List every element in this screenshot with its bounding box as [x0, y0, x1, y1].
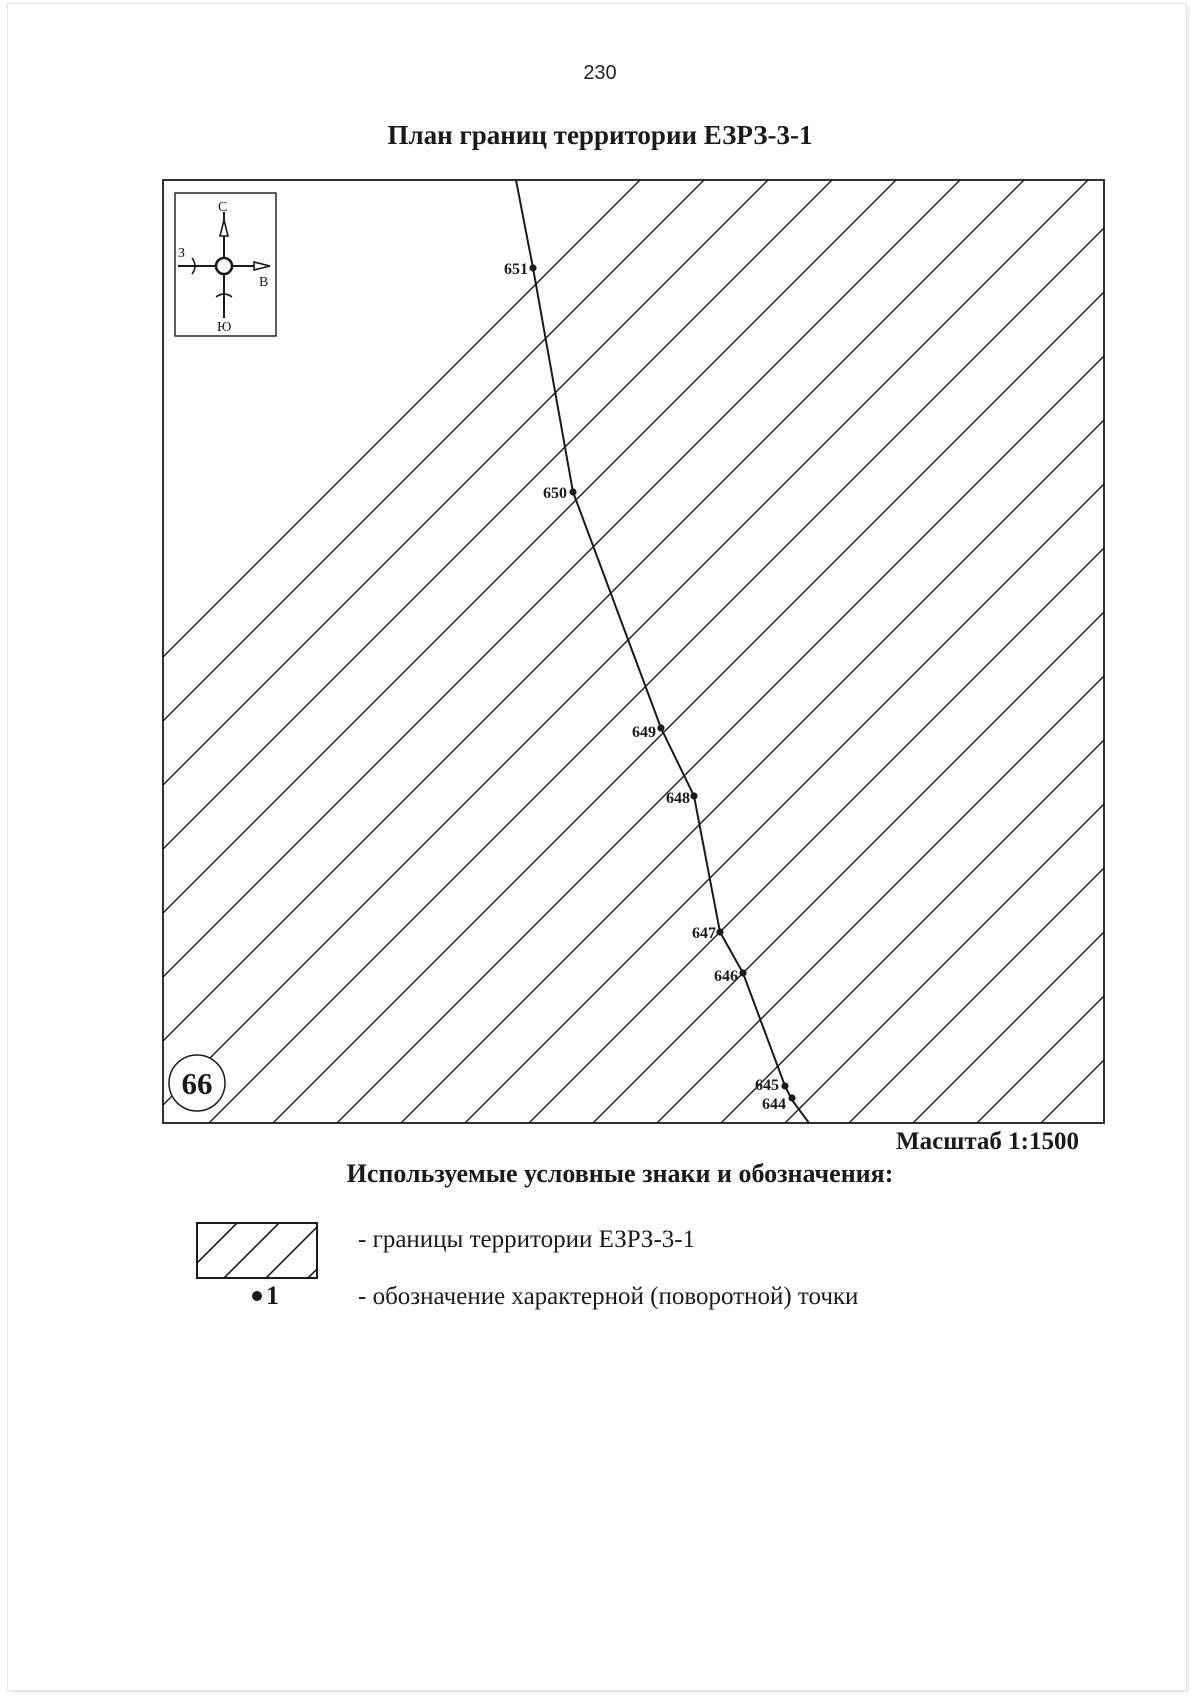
point-label: 644: [762, 1096, 786, 1113]
sheet-number-badge: [169, 1055, 225, 1111]
point-label: 646: [714, 968, 738, 985]
page-number: 230: [583, 62, 617, 84]
legend-title: Используемые условные знаки и обозначения:: [346, 1159, 894, 1188]
sheet-number-label: 66: [181, 1066, 213, 1101]
point-label: 647: [692, 925, 716, 942]
legend-item-point-label: - обозначение характерной (поворотной) точки: [358, 1283, 859, 1310]
territory-area: [516, 180, 1104, 1123]
compass-east-label: В: [259, 275, 269, 290]
boundary-point: [762, 1094, 796, 1113]
compass-rose-icon: [175, 193, 276, 336]
point-label: 651: [504, 261, 528, 278]
point-label: 645: [755, 1077, 779, 1094]
territory-hatch: [0, 180, 1200, 1180]
hatch-line: [1112, 180, 1200, 1180]
point-label: 649: [632, 724, 656, 741]
compass-west-label: З: [178, 246, 186, 261]
hatch-line: [1176, 180, 1200, 1180]
boundary-point: [632, 724, 665, 741]
point-label: 650: [543, 485, 567, 502]
legend-item-territory-label: - границы территории ЕЗРЗ-3-1: [358, 1226, 696, 1253]
compass-north-label: С: [218, 200, 228, 215]
compass-south-label: Ю: [217, 320, 232, 335]
point-label: 648: [666, 790, 690, 807]
point-symbol-label: 1: [266, 1281, 279, 1310]
scale-label: Масштаб 1:1500: [896, 1128, 1079, 1155]
boundary-point: [714, 968, 747, 985]
page-title: План границ территории ЕЗРЗ-3-1: [387, 120, 813, 150]
point-symbol: [252, 1281, 279, 1310]
